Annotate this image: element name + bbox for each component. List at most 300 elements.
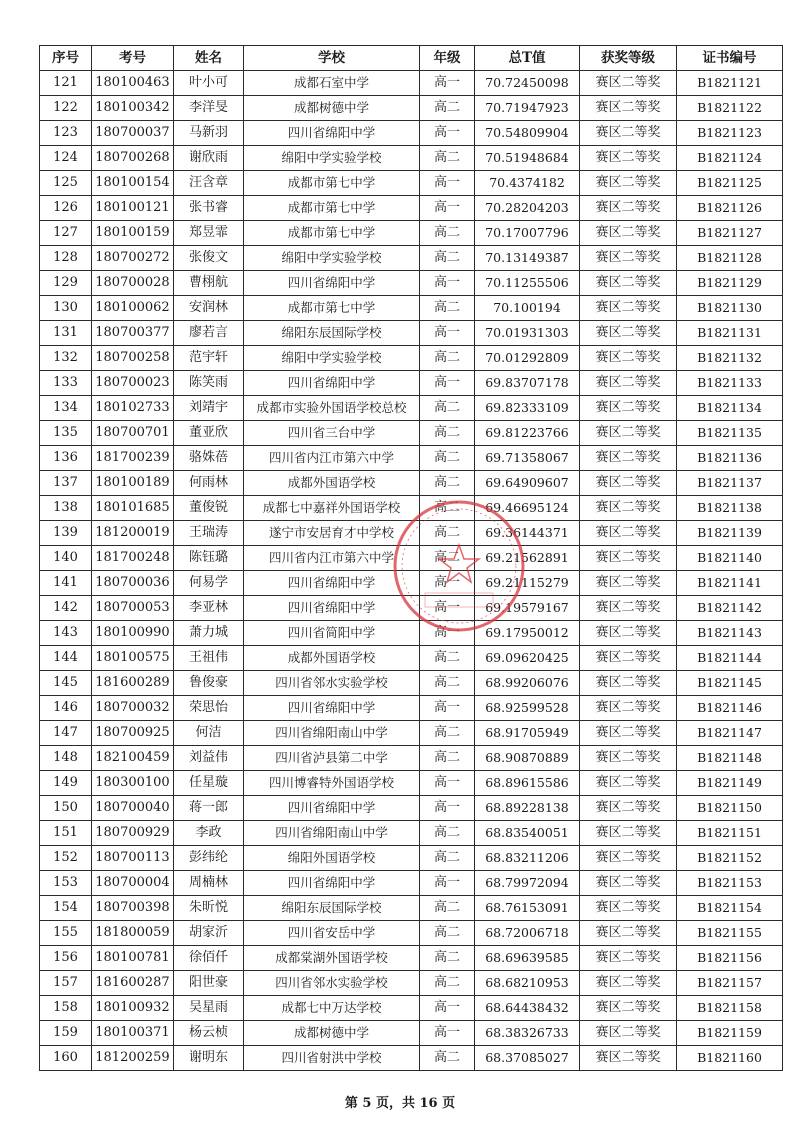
cell-total: 68.92599528 bbox=[475, 696, 580, 721]
cell-award: 赛区二等奖 bbox=[580, 746, 677, 771]
cell-exam-no: 180102733 bbox=[92, 396, 174, 421]
cell-grade: 高一 bbox=[420, 696, 475, 721]
cell-name: 何雨林 bbox=[174, 471, 244, 496]
table-row bbox=[40, 221, 783, 246]
cell-school: 四川省绵阳中学 bbox=[244, 796, 420, 821]
cell-school: 四川省简阳中学 bbox=[244, 621, 420, 646]
cell-grade: 高二 bbox=[420, 396, 475, 421]
cell-exam-no: 180700929 bbox=[92, 821, 174, 846]
cell-school: 四川省绵阳南山中学 bbox=[244, 721, 420, 746]
table-row bbox=[40, 471, 783, 496]
cell-name: 董亚欣 bbox=[174, 421, 244, 446]
table-row bbox=[40, 371, 783, 396]
cell-award: 赛区二等奖 bbox=[580, 271, 677, 296]
cell-exam-no: 180700053 bbox=[92, 596, 174, 621]
cell-grade: 高一 bbox=[420, 771, 475, 796]
cell-name: 何易学 bbox=[174, 571, 244, 596]
cell-total: 69.71358067 bbox=[475, 446, 580, 471]
cell-grade: 高一 bbox=[420, 871, 475, 896]
cell-total: 69.82333109 bbox=[475, 396, 580, 421]
cell-total: 69.64909607 bbox=[475, 471, 580, 496]
cell-grade: 高一 bbox=[420, 71, 475, 96]
cell-seq: 145 bbox=[40, 671, 92, 696]
cell-seq: 152 bbox=[40, 846, 92, 871]
cell-seq: 129 bbox=[40, 271, 92, 296]
cell-cert: B1821134 bbox=[677, 396, 783, 421]
cell-seq: 148 bbox=[40, 746, 92, 771]
cell-grade: 高一 bbox=[420, 621, 475, 646]
cell-seq: 126 bbox=[40, 196, 92, 221]
table-row bbox=[40, 771, 783, 796]
cell-school: 成都市第七中学 bbox=[244, 171, 420, 196]
cell-cert: B1821143 bbox=[677, 621, 783, 646]
cell-grade: 高二 bbox=[420, 146, 475, 171]
cell-name: 徐佰仟 bbox=[174, 946, 244, 971]
cell-seq: 142 bbox=[40, 596, 92, 621]
table-row bbox=[40, 321, 783, 346]
page-footer: 第 5 页，共 16 页 bbox=[344, 1096, 456, 1111]
cell-total: 68.64438432 bbox=[475, 996, 580, 1021]
cell-school: 遂宁市安居育才中学校 bbox=[244, 521, 420, 546]
cell-school: 成都市实验外国语学校总校 bbox=[244, 396, 420, 421]
cell-award: 赛区二等奖 bbox=[580, 721, 677, 746]
cell-total: 68.37085027 bbox=[475, 1046, 580, 1071]
cell-grade: 高二 bbox=[420, 896, 475, 921]
cell-total: 68.99206076 bbox=[475, 671, 580, 696]
cell-award: 赛区二等奖 bbox=[580, 821, 677, 846]
cell-grade: 高一 bbox=[420, 596, 475, 621]
cell-total: 70.100194 bbox=[475, 296, 580, 321]
cell-grade: 高二 bbox=[420, 921, 475, 946]
cell-name: 彭纬纶 bbox=[174, 846, 244, 871]
cell-seq: 151 bbox=[40, 821, 92, 846]
cell-total: 69.09620425 bbox=[475, 646, 580, 671]
cell-cert: B1821145 bbox=[677, 671, 783, 696]
cell-exam-no: 182100459 bbox=[92, 746, 174, 771]
cell-grade: 高二 bbox=[420, 296, 475, 321]
table-row bbox=[40, 71, 783, 96]
table-row bbox=[40, 96, 783, 121]
table-row bbox=[40, 521, 783, 546]
cell-cert: B1821159 bbox=[677, 1021, 783, 1046]
cell-exam-no: 180700037 bbox=[92, 121, 174, 146]
cell-award: 赛区二等奖 bbox=[580, 671, 677, 696]
cell-name: 李政 bbox=[174, 821, 244, 846]
cell-seq: 159 bbox=[40, 1021, 92, 1046]
cell-name: 刘靖宇 bbox=[174, 396, 244, 421]
cell-school: 四川省绵阳中学 bbox=[244, 571, 420, 596]
cell-seq: 141 bbox=[40, 571, 92, 596]
cell-exam-no: 180700701 bbox=[92, 421, 174, 446]
cell-exam-no: 180100932 bbox=[92, 996, 174, 1021]
cell-award: 赛区二等奖 bbox=[580, 521, 677, 546]
cell-school: 四川省绵阳中学 bbox=[244, 371, 420, 396]
cell-cert: B1821156 bbox=[677, 946, 783, 971]
cell-school: 四川省内江市第六中学 bbox=[244, 446, 420, 471]
cell-grade: 高二 bbox=[420, 946, 475, 971]
table-row bbox=[40, 1021, 783, 1046]
cell-exam-no: 181200259 bbox=[92, 1046, 174, 1071]
cell-school: 成都七中万达学校 bbox=[244, 996, 420, 1021]
cell-seq: 122 bbox=[40, 96, 92, 121]
cell-award: 赛区二等奖 bbox=[580, 221, 677, 246]
cell-total: 68.38326733 bbox=[475, 1021, 580, 1046]
header-total: 总T值 bbox=[475, 46, 580, 71]
cell-grade: 高二 bbox=[420, 221, 475, 246]
cell-total: 68.91705949 bbox=[475, 721, 580, 746]
cell-seq: 137 bbox=[40, 471, 92, 496]
cell-school: 四川省射洪中学校 bbox=[244, 1046, 420, 1071]
table-row bbox=[40, 721, 783, 746]
cell-name: 吴星雨 bbox=[174, 996, 244, 1021]
cell-grade: 高一 bbox=[420, 196, 475, 221]
cell-name: 郑昱霏 bbox=[174, 221, 244, 246]
cell-cert: B1821144 bbox=[677, 646, 783, 671]
cell-name: 任星璇 bbox=[174, 771, 244, 796]
cell-total: 70.13149387 bbox=[475, 246, 580, 271]
cell-award: 赛区二等奖 bbox=[580, 1046, 677, 1071]
table-row bbox=[40, 671, 783, 696]
cell-school: 绵阳中学实验学校 bbox=[244, 146, 420, 171]
cell-award: 赛区二等奖 bbox=[580, 346, 677, 371]
table-header-row bbox=[40, 46, 783, 71]
cell-school: 成都外国语学校 bbox=[244, 646, 420, 671]
cell-seq: 130 bbox=[40, 296, 92, 321]
cell-seq: 124 bbox=[40, 146, 92, 171]
cell-cert: B1821149 bbox=[677, 771, 783, 796]
cell-school: 四川省邻水实验学校 bbox=[244, 671, 420, 696]
cell-total: 68.68210953 bbox=[475, 971, 580, 996]
cell-cert: B1821153 bbox=[677, 871, 783, 896]
cell-school: 成都石室中学 bbox=[244, 71, 420, 96]
cell-award: 赛区二等奖 bbox=[580, 996, 677, 1021]
cell-seq: 156 bbox=[40, 946, 92, 971]
cell-school: 四川省绵阳中学 bbox=[244, 871, 420, 896]
cell-school: 成都外国语学校 bbox=[244, 471, 420, 496]
cell-name: 杨云桢 bbox=[174, 1021, 244, 1046]
cell-cert: B1821125 bbox=[677, 171, 783, 196]
cell-exam-no: 180700113 bbox=[92, 846, 174, 871]
cell-grade: 高二 bbox=[420, 1046, 475, 1071]
table-row bbox=[40, 896, 783, 921]
cell-grade: 高一 bbox=[420, 271, 475, 296]
cell-cert: B1821146 bbox=[677, 696, 783, 721]
cell-total: 68.89228138 bbox=[475, 796, 580, 821]
cell-seq: 160 bbox=[40, 1046, 92, 1071]
cell-exam-no: 180100154 bbox=[92, 171, 174, 196]
cell-cert: B1821148 bbox=[677, 746, 783, 771]
cell-total: 70.28204203 bbox=[475, 196, 580, 221]
cell-grade: 高二 bbox=[420, 521, 475, 546]
cell-award: 赛区二等奖 bbox=[580, 396, 677, 421]
cell-award: 赛区二等奖 bbox=[580, 71, 677, 96]
cell-school: 四川博睿特外国语学校 bbox=[244, 771, 420, 796]
cell-seq: 128 bbox=[40, 246, 92, 271]
table-row bbox=[40, 746, 783, 771]
cell-name: 李洋旻 bbox=[174, 96, 244, 121]
cell-award: 赛区二等奖 bbox=[580, 171, 677, 196]
cell-name: 叶小可 bbox=[174, 71, 244, 96]
cell-exam-no: 180700028 bbox=[92, 271, 174, 296]
cell-cert: B1821131 bbox=[677, 321, 783, 346]
cell-name: 张俊文 bbox=[174, 246, 244, 271]
cell-total: 68.89615586 bbox=[475, 771, 580, 796]
header-name: 姓名 bbox=[174, 46, 244, 71]
cell-award: 赛区二等奖 bbox=[580, 971, 677, 996]
cell-name: 骆姝蓓 bbox=[174, 446, 244, 471]
cell-cert: B1821141 bbox=[677, 571, 783, 596]
cell-award: 赛区二等奖 bbox=[580, 846, 677, 871]
cell-name: 谢欣雨 bbox=[174, 146, 244, 171]
cell-cert: B1821121 bbox=[677, 71, 783, 96]
cell-school: 四川省绵阳中学 bbox=[244, 121, 420, 146]
cell-award: 赛区二等奖 bbox=[580, 196, 677, 221]
cell-seq: 143 bbox=[40, 621, 92, 646]
cell-cert: B1821158 bbox=[677, 996, 783, 1021]
cell-school: 四川省内江市第六中学 bbox=[244, 546, 420, 571]
cell-grade: 高一 bbox=[420, 1021, 475, 1046]
cell-school: 成都棠湖外国语学校 bbox=[244, 946, 420, 971]
cell-exam-no: 180700258 bbox=[92, 346, 174, 371]
table-row bbox=[40, 871, 783, 896]
cell-cert: B1821147 bbox=[677, 721, 783, 746]
cell-exam-no: 180100189 bbox=[92, 471, 174, 496]
cell-seq: 121 bbox=[40, 71, 92, 96]
table-row bbox=[40, 396, 783, 421]
cell-grade: 高二 bbox=[420, 246, 475, 271]
cell-total: 69.17950012 bbox=[475, 621, 580, 646]
header-seq: 序号 bbox=[40, 46, 92, 71]
cell-name: 李亚林 bbox=[174, 596, 244, 621]
cell-name: 张书睿 bbox=[174, 196, 244, 221]
cell-exam-no: 181700239 bbox=[92, 446, 174, 471]
cell-cert: B1821130 bbox=[677, 296, 783, 321]
cell-award: 赛区二等奖 bbox=[580, 796, 677, 821]
cell-exam-no: 180100062 bbox=[92, 296, 174, 321]
cell-exam-no: 181700248 bbox=[92, 546, 174, 571]
cell-seq: 136 bbox=[40, 446, 92, 471]
cell-total: 69.83707178 bbox=[475, 371, 580, 396]
cell-seq: 157 bbox=[40, 971, 92, 996]
cell-grade: 高二 bbox=[420, 971, 475, 996]
table-row bbox=[40, 846, 783, 871]
cell-exam-no: 180700032 bbox=[92, 696, 174, 721]
cell-cert: B1821151 bbox=[677, 821, 783, 846]
table-body bbox=[40, 71, 783, 1071]
cell-cert: B1821154 bbox=[677, 896, 783, 921]
cell-cert: B1821150 bbox=[677, 796, 783, 821]
cell-name: 曹栩航 bbox=[174, 271, 244, 296]
cell-name: 何洁 bbox=[174, 721, 244, 746]
cell-school: 绵阳东辰国际学校 bbox=[244, 896, 420, 921]
cell-seq: 138 bbox=[40, 496, 92, 521]
cell-seq: 150 bbox=[40, 796, 92, 821]
cell-grade: 高二 bbox=[420, 96, 475, 121]
cell-school: 成都树德中学 bbox=[244, 96, 420, 121]
table-row bbox=[40, 996, 783, 1021]
cell-school: 成都树德中学 bbox=[244, 1021, 420, 1046]
header-grade: 年级 bbox=[420, 46, 475, 71]
table-row bbox=[40, 571, 783, 596]
table-row bbox=[40, 346, 783, 371]
cell-seq: 133 bbox=[40, 371, 92, 396]
cell-school: 四川省绵阳中学 bbox=[244, 696, 420, 721]
cell-cert: B1821128 bbox=[677, 246, 783, 271]
cell-award: 赛区二等奖 bbox=[580, 446, 677, 471]
cell-cert: B1821160 bbox=[677, 1046, 783, 1071]
cell-exam-no: 180100121 bbox=[92, 196, 174, 221]
table-row bbox=[40, 146, 783, 171]
cell-grade: 高二 bbox=[420, 496, 475, 521]
table-row bbox=[40, 971, 783, 996]
cell-seq: 153 bbox=[40, 871, 92, 896]
cell-cert: B1821126 bbox=[677, 196, 783, 221]
table-row bbox=[40, 621, 783, 646]
cell-award: 赛区二等奖 bbox=[580, 471, 677, 496]
cell-cert: B1821139 bbox=[677, 521, 783, 546]
cell-seq: 139 bbox=[40, 521, 92, 546]
cell-seq: 140 bbox=[40, 546, 92, 571]
cell-total: 70.54809904 bbox=[475, 121, 580, 146]
cell-exam-no: 180100575 bbox=[92, 646, 174, 671]
cell-total: 69.19579167 bbox=[475, 596, 580, 621]
cell-grade: 高二 bbox=[420, 646, 475, 671]
table-row bbox=[40, 646, 783, 671]
cell-seq: 154 bbox=[40, 896, 92, 921]
awards-table bbox=[39, 45, 783, 1071]
cell-exam-no: 180700272 bbox=[92, 246, 174, 271]
cell-grade: 高二 bbox=[420, 546, 475, 571]
cell-exam-no: 180100371 bbox=[92, 1021, 174, 1046]
cell-grade: 高一 bbox=[420, 321, 475, 346]
cell-name: 马新羽 bbox=[174, 121, 244, 146]
table-row bbox=[40, 796, 783, 821]
cell-total: 70.72450098 bbox=[475, 71, 580, 96]
table-row bbox=[40, 496, 783, 521]
cell-seq: 134 bbox=[40, 396, 92, 421]
table-row bbox=[40, 546, 783, 571]
cell-total: 68.76153091 bbox=[475, 896, 580, 921]
header-exam-no: 考号 bbox=[92, 46, 174, 71]
cell-cert: B1821140 bbox=[677, 546, 783, 571]
cell-name: 朱昕悦 bbox=[174, 896, 244, 921]
cell-seq: 155 bbox=[40, 921, 92, 946]
cell-grade: 高二 bbox=[420, 346, 475, 371]
cell-name: 胡家沂 bbox=[174, 921, 244, 946]
cell-total: 69.46695124 bbox=[475, 496, 580, 521]
cell-cert: B1821124 bbox=[677, 146, 783, 171]
cell-exam-no: 180100159 bbox=[92, 221, 174, 246]
cell-award: 赛区二等奖 bbox=[580, 371, 677, 396]
cell-exam-no: 180101685 bbox=[92, 496, 174, 521]
table-row bbox=[40, 921, 783, 946]
cell-name: 董俊锐 bbox=[174, 496, 244, 521]
cell-exam-no: 180700040 bbox=[92, 796, 174, 821]
cell-cert: B1821138 bbox=[677, 496, 783, 521]
cell-exam-no: 180700023 bbox=[92, 371, 174, 396]
cell-exam-no: 180300100 bbox=[92, 771, 174, 796]
cell-exam-no: 181600289 bbox=[92, 671, 174, 696]
table-row bbox=[40, 1046, 783, 1071]
cell-school: 绵阳外国语学校 bbox=[244, 846, 420, 871]
table-row bbox=[40, 821, 783, 846]
cell-school: 四川省三台中学 bbox=[244, 421, 420, 446]
cell-grade: 高二 bbox=[420, 446, 475, 471]
cell-award: 赛区二等奖 bbox=[580, 871, 677, 896]
cell-exam-no: 181200019 bbox=[92, 521, 174, 546]
cell-award: 赛区二等奖 bbox=[580, 646, 677, 671]
cell-seq: 131 bbox=[40, 321, 92, 346]
cell-award: 赛区二等奖 bbox=[580, 596, 677, 621]
cell-grade: 高二 bbox=[420, 671, 475, 696]
cell-award: 赛区二等奖 bbox=[580, 571, 677, 596]
table-row bbox=[40, 596, 783, 621]
cell-grade: 高一 bbox=[420, 571, 475, 596]
cell-grade: 高二 bbox=[420, 471, 475, 496]
cell-cert: B1821133 bbox=[677, 371, 783, 396]
cell-total: 69.21562891 bbox=[475, 546, 580, 571]
cell-exam-no: 180700268 bbox=[92, 146, 174, 171]
cell-exam-no: 180700036 bbox=[92, 571, 174, 596]
cell-grade: 高二 bbox=[420, 721, 475, 746]
cell-seq: 123 bbox=[40, 121, 92, 146]
cell-seq: 132 bbox=[40, 346, 92, 371]
cell-seq: 125 bbox=[40, 171, 92, 196]
cell-name: 范宇轩 bbox=[174, 346, 244, 371]
cell-award: 赛区二等奖 bbox=[580, 771, 677, 796]
cell-grade: 高一 bbox=[420, 996, 475, 1021]
cell-exam-no: 180100990 bbox=[92, 621, 174, 646]
cell-exam-no: 181800059 bbox=[92, 921, 174, 946]
cell-cert: B1821132 bbox=[677, 346, 783, 371]
cell-total: 69.21115279 bbox=[475, 571, 580, 596]
cell-cert: B1821122 bbox=[677, 96, 783, 121]
cell-seq: 146 bbox=[40, 696, 92, 721]
cell-name: 鲁俊豪 bbox=[174, 671, 244, 696]
cell-award: 赛区二等奖 bbox=[580, 696, 677, 721]
cell-award: 赛区二等奖 bbox=[580, 621, 677, 646]
cell-total: 70.01292809 bbox=[475, 346, 580, 371]
cell-cert: B1821123 bbox=[677, 121, 783, 146]
cell-grade: 高一 bbox=[420, 121, 475, 146]
cell-total: 68.69639585 bbox=[475, 946, 580, 971]
cell-seq: 135 bbox=[40, 421, 92, 446]
cell-award: 赛区二等奖 bbox=[580, 921, 677, 946]
header-school: 学校 bbox=[244, 46, 420, 71]
cell-name: 安润林 bbox=[174, 296, 244, 321]
cell-total: 69.36144371 bbox=[475, 521, 580, 546]
cell-cert: B1821155 bbox=[677, 921, 783, 946]
cell-award: 赛区二等奖 bbox=[580, 421, 677, 446]
cell-exam-no: 180100342 bbox=[92, 96, 174, 121]
cell-name: 陈钰璐 bbox=[174, 546, 244, 571]
cell-name: 萧力城 bbox=[174, 621, 244, 646]
cell-school: 成都七中嘉祥外国语学校 bbox=[244, 496, 420, 521]
cell-school: 四川省邻水实验学校 bbox=[244, 971, 420, 996]
cell-name: 汪含章 bbox=[174, 171, 244, 196]
cell-total: 68.79972094 bbox=[475, 871, 580, 896]
table-row bbox=[40, 421, 783, 446]
cell-total: 68.83540051 bbox=[475, 821, 580, 846]
cell-award: 赛区二等奖 bbox=[580, 96, 677, 121]
cell-school: 四川省泸县第二中学 bbox=[244, 746, 420, 771]
cell-school: 成都市第七中学 bbox=[244, 221, 420, 246]
cell-cert: B1821137 bbox=[677, 471, 783, 496]
cell-award: 赛区二等奖 bbox=[580, 946, 677, 971]
cell-name: 谢明东 bbox=[174, 1046, 244, 1071]
cell-cert: B1821136 bbox=[677, 446, 783, 471]
cell-total: 70.01931303 bbox=[475, 321, 580, 346]
